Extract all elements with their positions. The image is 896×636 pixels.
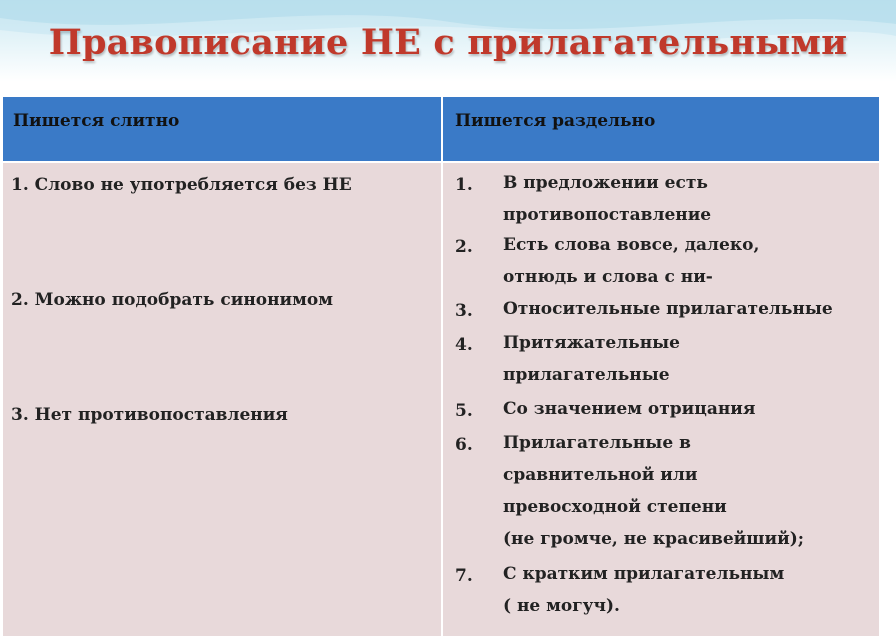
list-item: 2. Можно подобрать синонимом bbox=[11, 290, 334, 310]
list-item-line: сравнительной или bbox=[503, 465, 698, 485]
list-item: 1. Слово не употребляется без НЕ bbox=[11, 175, 352, 195]
list-item bbox=[503, 558, 784, 622]
rules-table bbox=[3, 97, 879, 636]
column-separate bbox=[443, 163, 879, 636]
list-item bbox=[503, 427, 804, 555]
list-item-line: противопоставление bbox=[503, 205, 712, 225]
list-item-number: 2. bbox=[455, 237, 473, 257]
list-item-number: 5. bbox=[455, 401, 473, 421]
list-item bbox=[503, 167, 711, 231]
header-cell-separate bbox=[443, 97, 879, 161]
header-banner bbox=[0, 0, 896, 96]
list-item-number: 4. bbox=[455, 335, 473, 355]
list-item-line: превосходной степени bbox=[503, 497, 727, 517]
list-item-line: ( не могуч). bbox=[503, 596, 620, 616]
list-item-line: Притяжательные bbox=[503, 333, 680, 353]
list-item-line: В предложении есть bbox=[503, 173, 708, 193]
list-item-line: Прилагательные в bbox=[503, 433, 691, 453]
list-item-line: С кратким прилагательным bbox=[503, 564, 785, 584]
list-item bbox=[503, 293, 833, 325]
list-item: 3. Нет противопоставления bbox=[11, 405, 288, 425]
list-item-line: Есть слова вовсе, далеко, bbox=[503, 235, 760, 255]
list-item-line: Со значением отрицания bbox=[503, 399, 756, 419]
header-label-joined: Пишется слитно bbox=[13, 111, 180, 131]
list-item bbox=[503, 229, 759, 293]
header-label-separate: Пишется раздельно bbox=[455, 111, 656, 131]
list-item-line: отнюдь и слова с ни- bbox=[503, 267, 713, 287]
list-item-line: Относительные прилагательные bbox=[503, 299, 833, 319]
list-item-number: 6. bbox=[455, 435, 473, 455]
list-item-line: прилагательные bbox=[503, 365, 670, 385]
list-item bbox=[503, 393, 755, 425]
list-item-number: 3. bbox=[455, 301, 473, 321]
list-item bbox=[503, 327, 680, 391]
list-item-line: (не громче, не красивейший); bbox=[503, 529, 805, 549]
list-item-number: 1. bbox=[455, 175, 473, 195]
page-title: Правописание НЕ с прилагательными bbox=[48, 22, 848, 63]
column-joined bbox=[3, 163, 441, 636]
list-item-number: 7. bbox=[455, 566, 473, 586]
header-cell-joined bbox=[3, 97, 443, 161]
